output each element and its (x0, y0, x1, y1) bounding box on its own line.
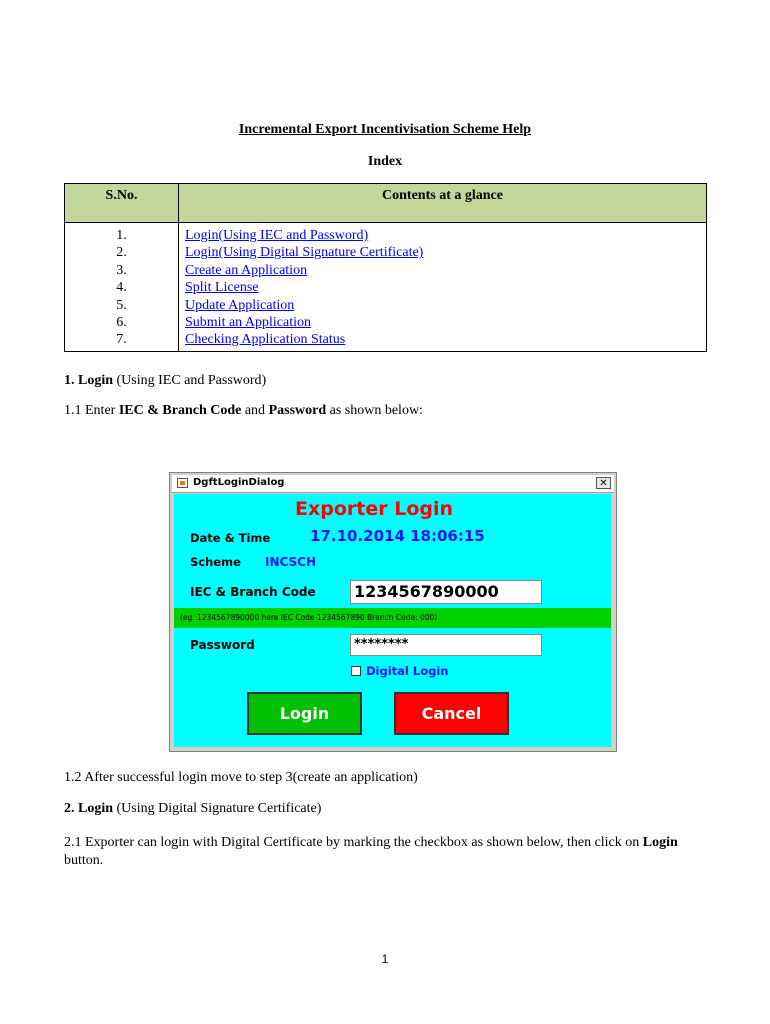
digital-login-label[interactable]: Digital Login (366, 664, 449, 678)
row-number: 3. (65, 262, 179, 279)
row-number: 5. (65, 297, 179, 314)
row-number: 6. (65, 314, 179, 331)
index-table (64, 183, 707, 352)
table-row (65, 223, 707, 245)
iec-branch-input[interactable]: 1234567890000 (350, 580, 542, 604)
login-button[interactable]: Login (247, 692, 362, 735)
step-1-1-mid: and (241, 403, 269, 418)
link-create-application[interactable]: Create an Application (185, 262, 308, 278)
dialog-title: DgftLoginDialog (193, 477, 285, 488)
dialog-body (174, 494, 611, 747)
step-2-1-post: button. (64, 853, 104, 868)
table-row (65, 314, 707, 331)
table-row (65, 297, 707, 314)
date-time-label: Date & Time (190, 531, 271, 545)
step-1-1 (64, 403, 423, 419)
step-1-1-post: as shown below: (326, 403, 423, 418)
table-row (65, 244, 707, 261)
cancel-button[interactable]: Cancel (394, 692, 509, 735)
row-number: 2. (65, 244, 179, 261)
section-1-heading (64, 373, 266, 389)
section-2-heading-rest: (Using Digital Signature Certificate) (113, 801, 322, 816)
step-1-1-bold-password: Password (268, 403, 327, 418)
index-heading: Index (367, 154, 403, 169)
iec-hint-bar: (eg. 1234567890000 here IEC Code 1234567890 Branch Code: 000) (174, 608, 611, 628)
step-1-1-bold-iec: IEC & Branch Code (118, 403, 242, 418)
scheme-value: INCSCH (265, 555, 317, 569)
page-number: 1 (381, 952, 389, 966)
link-check-status[interactable]: Checking Application Status (185, 332, 346, 348)
digital-login-checkbox[interactable] (351, 666, 361, 676)
section-1-heading-rest: (Using IEC and Password) (113, 373, 267, 388)
exporter-login-heading: Exporter Login (295, 498, 454, 520)
close-icon[interactable]: ✕ (596, 477, 611, 489)
table-row (65, 279, 707, 296)
row-number: 1. (65, 223, 179, 245)
password-input[interactable]: ******** (350, 634, 542, 656)
section-1-heading-bold: 1. Login (64, 373, 114, 388)
link-split-license[interactable]: Split License (185, 280, 259, 296)
header-sno: S.No. (65, 184, 179, 223)
scheme-label: Scheme (190, 555, 241, 569)
password-label: Password (190, 638, 255, 652)
date-time-value: 17.10.2014 18:06:15 (310, 527, 485, 545)
step-1-1-pre: 1.1 Enter (64, 403, 119, 418)
section-2-heading (64, 801, 321, 817)
java-app-icon (177, 478, 188, 488)
step-2-1 (64, 834, 714, 870)
row-number: 7. (65, 331, 179, 351)
link-login-iec[interactable]: Login(Using IEC and Password) (185, 228, 369, 243)
login-dialog (169, 472, 617, 752)
row-number: 4. (65, 279, 179, 296)
iec-branch-label: IEC & Branch Code (190, 585, 316, 599)
table-row (65, 331, 707, 351)
step-2-1-bold-login: Login (642, 835, 678, 850)
link-login-dsc[interactable]: Login(Using Digital Signature Certificate) (185, 245, 424, 261)
link-update-application[interactable]: Update Application (185, 297, 295, 313)
table-row (65, 262, 707, 279)
index-header-row (65, 184, 707, 223)
link-submit-application[interactable]: Submit an Application (185, 315, 311, 331)
dialog-titlebar (172, 475, 614, 493)
step-2-1-pre: 2.1 Exporter can login with Digital Certificate by marking the checkbox as shown below, then click on (64, 835, 643, 850)
document-title: Incremental Export Incentivisation Scheme Help (238, 122, 532, 137)
step-1-2: 1.2 After successful login move to step 3(create an application) (64, 770, 418, 785)
header-contents: Contents at a glance (179, 184, 707, 223)
section-2-heading-bold: 2. Login (64, 801, 114, 816)
